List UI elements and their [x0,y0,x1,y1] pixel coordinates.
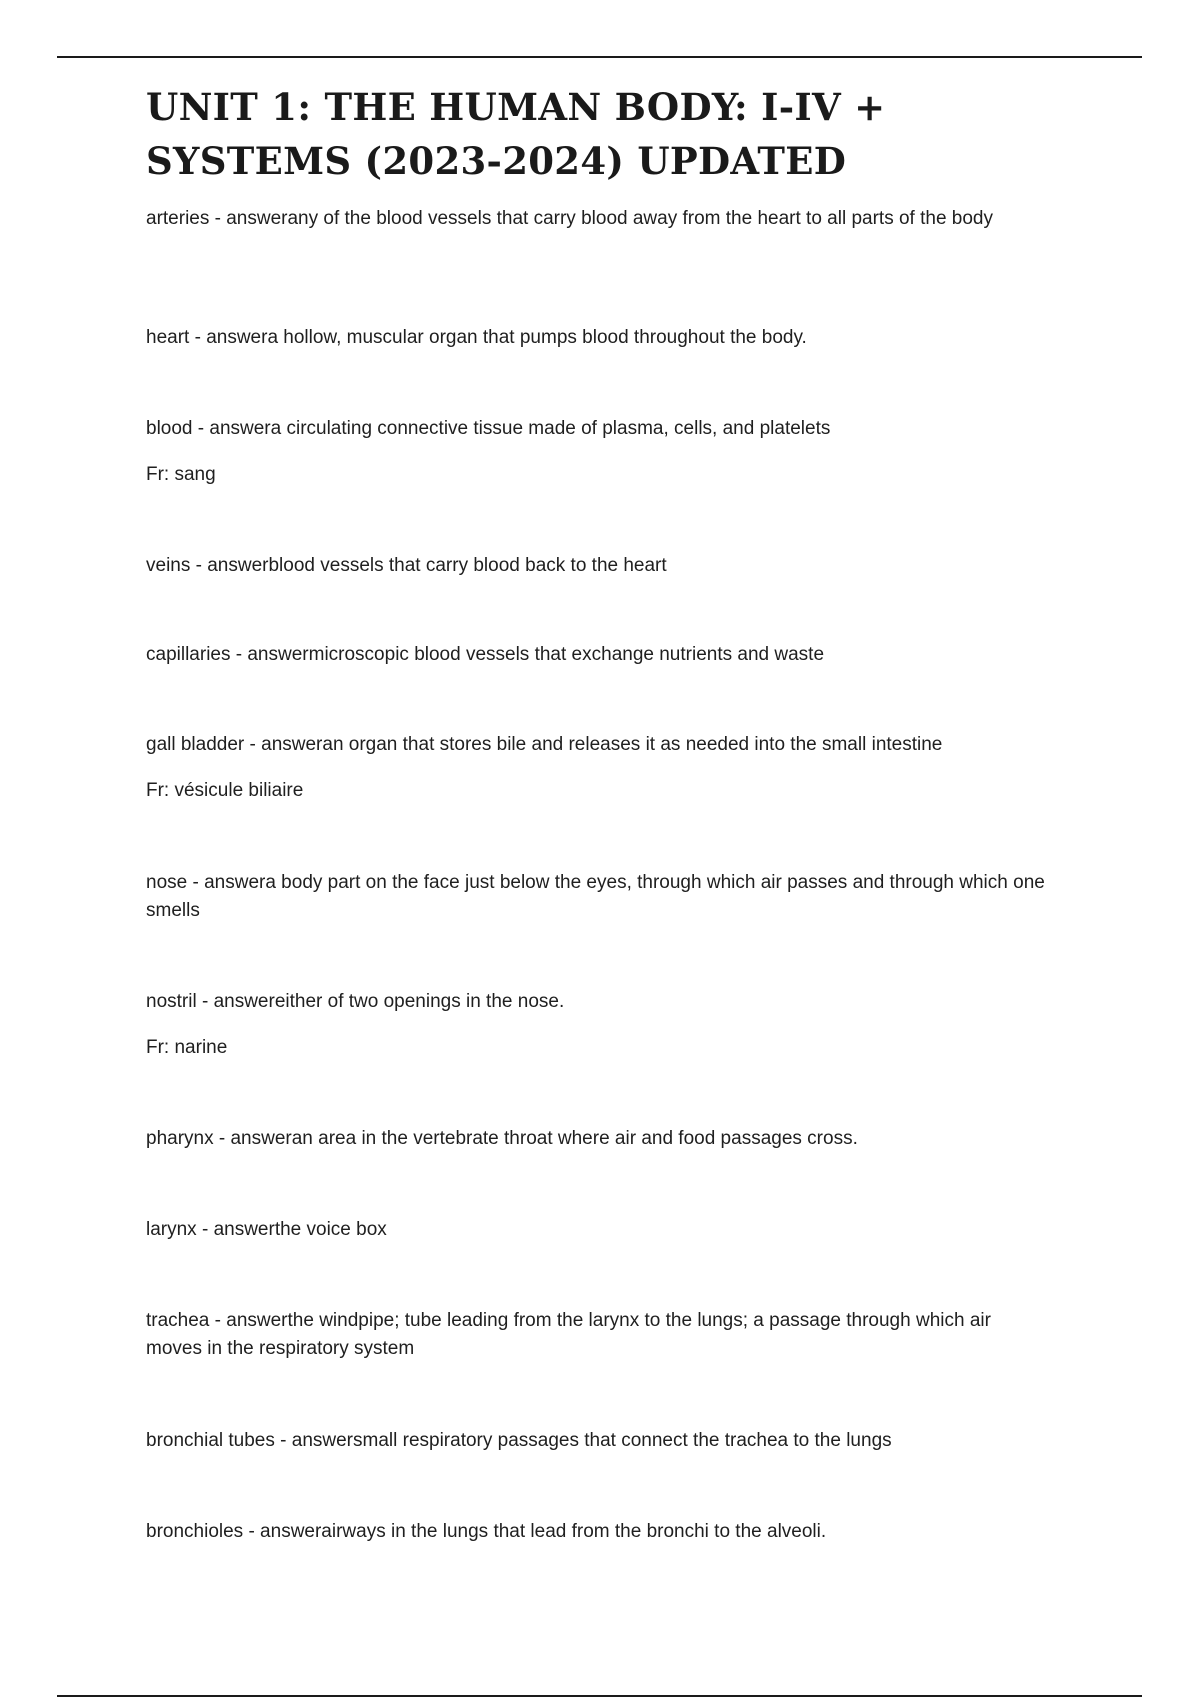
entry-french-translation: Fr: narine [146,1037,228,1058]
entry-french-translation: Fr: sang [146,464,216,485]
entry-blood [146,415,1046,489]
entry-nose [146,869,1046,925]
entry-trachea [146,1307,1046,1363]
entry-definition: blood - answera circulating connective tissue made of plasma, cells, and platelets [146,418,831,439]
entry-french-translation: Fr: vésicule biliaire [146,780,304,801]
entry-larynx [146,1216,1046,1244]
top-rule [57,56,1142,58]
entry-definition: bronchioles - answerairways in the lungs that lead from the bronchi to the alveoli. [146,1521,827,1542]
entry-bronchial-tubes [146,1427,1046,1455]
document-title: UNIT 1: THE HUMAN BODY: I-IV + SYSTEMS (2023-2024) UPDATED [146,85,886,183]
entry-definition: capillaries - answermicroscopic blood vessels that exchange nutrients and waste [146,644,825,665]
entry-veins [146,552,1046,580]
entry-pharynx [146,1125,1046,1153]
bottom-rule [57,1695,1142,1697]
entry-definition: trachea - answerthe windpipe; tube leading from the larynx to the lungs; a passage through which air moves in the respiratory system [146,1310,991,1359]
entry-definition: veins - answerblood vessels that carry blood back to the heart [146,555,667,576]
entry-definition: larynx - answerthe voice box [146,1219,387,1240]
entry-definition: nose - answera body part on the face just below the eyes, through which air passes and through which one smells [146,872,1045,921]
entry-definition: nostril - answereither of two openings in the nose. [146,991,565,1012]
entry-definition: bronchial tubes - answersmall respiratory passages that connect the trachea to the lungs [146,1430,892,1451]
entry-arteries [146,205,1046,233]
entry-bronchioles [146,1518,1046,1546]
entry-definition: arteries - answerany of the blood vessels that carry blood away from the heart to all parts of the body [146,208,993,229]
entry-definition: gall bladder - answeran organ that stores bile and releases it as needed into the small intestine [146,734,943,755]
entry-capillaries [146,641,1046,669]
entry-nostril [146,988,1046,1062]
entry-gall-bladder [146,731,1046,805]
entry-heart [146,324,1046,352]
entry-definition: pharynx - answeran area in the vertebrate throat where air and food passages cross. [146,1128,858,1149]
entry-definition: heart - answera hollow, muscular organ that pumps blood throughout the body. [146,327,807,348]
